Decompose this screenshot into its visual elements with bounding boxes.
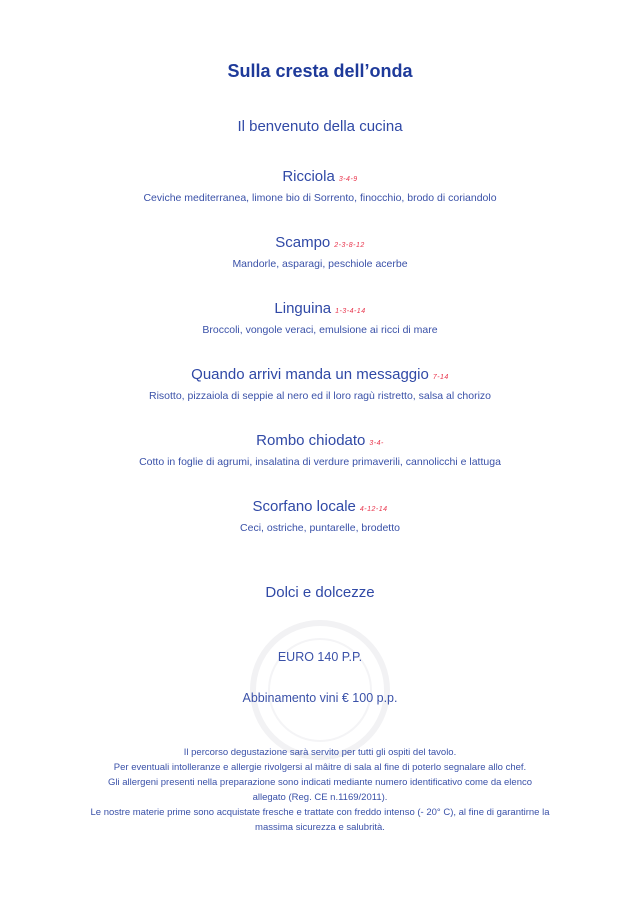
dish-allergens: 7-14 [432,374,449,381]
dish-allergens: 1-3-4-14 [335,308,366,315]
note-line: Le nostre materie prime sono acquistate fresche e trattate con freddo intenso (- 20° C), al fine di garantirne la [90,807,550,818]
dish-title: Linguina [274,300,332,317]
dish-name [0,498,640,515]
note-line: massima sicurezza e salubrità. [255,822,385,833]
note-line: Il percorso degustazione sarà servito per tutti gli ospiti del tavolo. [183,747,457,758]
section-welcome: Il benvenuto della cucina [237,118,403,135]
dish-allergens: 2-3-8-12 [334,242,365,249]
dish-name [0,366,640,383]
dish-allergens: 3-4- [369,440,384,447]
dish-description: Risotto, pizzaiola di seppie al nero ed il loro ragù ristretto, salsa al chorizo [148,390,491,402]
section-dessert: Dolci e dolcezze [265,584,375,601]
dish-description: Ceci, ostriche, puntarelle, brodetto [240,522,400,534]
dish-title: Scampo [275,234,331,251]
footer-notes [0,745,640,835]
dish-description: Broccoli, vongole veraci, emulsione ai ricci di mare [202,324,438,336]
dish-title: Quando arrivi manda un messaggio [191,366,429,383]
dish-name [0,300,640,317]
dish-description: Mandorle, asparagi, peschiole acerbe [232,258,408,270]
wine-pairing-price: Abbinamento vini € 100 p.p. [242,691,398,705]
note-line: allegato (Reg. CE n.1169/2011). [252,792,388,803]
dish-description: Cotto in foglie di agrumi, insalatina di verdure primaverili, cannolicchi e lattuga [139,456,501,468]
dish-title: Scorfano locale [252,498,356,515]
dish-description: Ceviche mediterranea, limone bio di Sorrento, finocchio, brodo di coriandolo [143,192,497,204]
dish-allergens: 4-12-14 [359,506,388,513]
menu-price: EURO 140 P.P. [277,650,363,664]
dish-title: Ricciola [282,168,335,185]
dish-name [0,234,640,251]
dish-name [0,432,640,449]
dish-allergens: 3-4-9 [338,176,358,183]
note-line: Gli allergeni presenti nella preparazione sono indicati mediante numero identificativo come da elenco [107,777,533,788]
note-line: Per eventuali intolleranze e allergie rivolgersi al mâitre di sala al fine di poterlo segnalare allo chef. [113,762,527,773]
menu-title: Sulla cresta dell’onda [227,61,413,81]
dish-title: Rombo chiodato [256,432,366,449]
dish-name [0,168,640,185]
